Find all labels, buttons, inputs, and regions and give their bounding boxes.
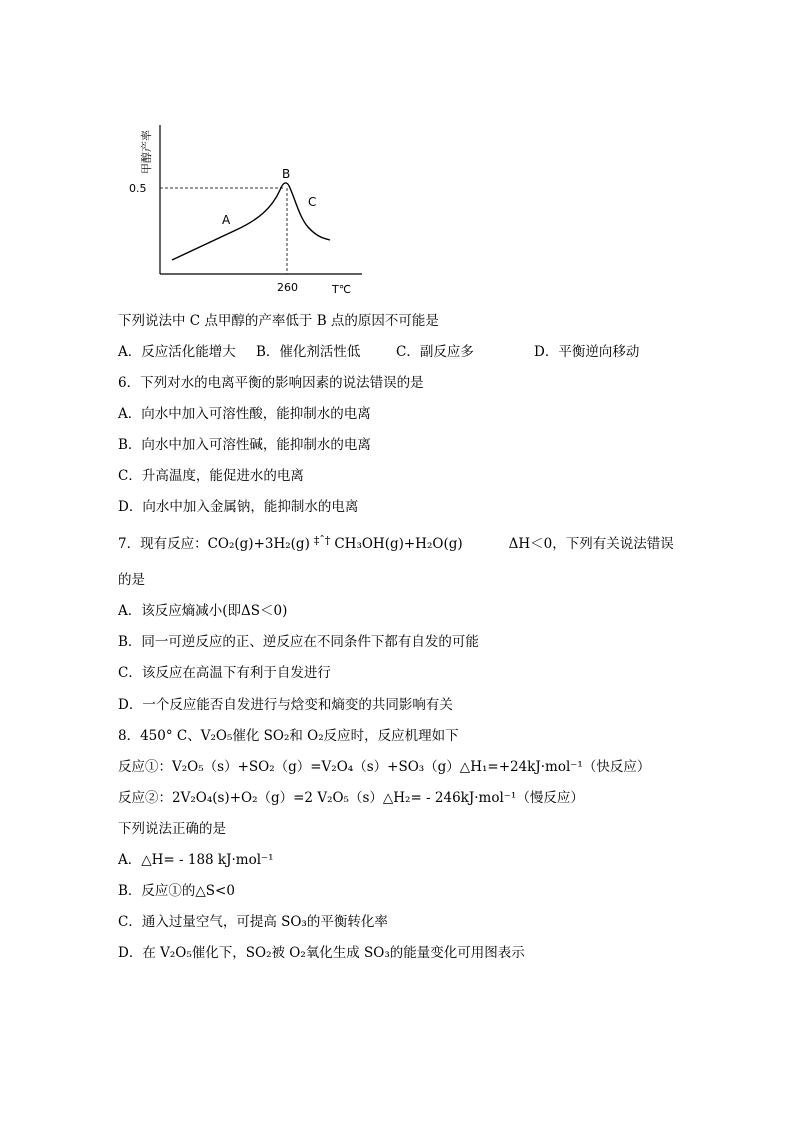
q6-option-d[interactable]: D．向水中加入金属钠，能抑制水的电离 (118, 499, 359, 515)
q8-stem: 8．450° C、V₂O₅催化 SO₂和 O₂反应时，反应机理如下 (118, 728, 459, 744)
q7-option-c[interactable]: C．该反应在高温下有利于自发进行 (118, 665, 331, 681)
q6-option-c[interactable]: C．升高温度，能促进水的电离 (118, 468, 304, 484)
q8-prompt: 下列说法正确的是 (118, 821, 226, 837)
q7-condition: ΔH＜0，下列有关说法错误 (508, 536, 674, 552)
methanol-yield-graph (120, 100, 380, 305)
q5-options (118, 343, 639, 361)
q7-stem-cont: 的是 (118, 572, 145, 588)
q7-equation-left: CO₂(g)+3H₂(g) (207, 536, 310, 552)
q5-option-b[interactable]: B．催化剂活性低 (256, 344, 361, 360)
q5-option-a[interactable]: A．反应活化能增大 (118, 344, 236, 360)
x-tick-label: 260 (277, 281, 298, 294)
q8-option-c[interactable]: C．通入过量空气，可提高 SO₃的平衡转化率 (118, 914, 388, 930)
q8-option-d[interactable]: D．在 V₂O₅催化下，SO₂被 O₂氧化生成 SO₃的能量变化可用图表示 (118, 945, 525, 961)
y-axis-label: 甲醇产率 (140, 130, 153, 174)
q7-option-b[interactable]: B．同一可逆反应的正、逆反应在不同条件下都有自发的可能 (118, 634, 479, 650)
yield-curve (172, 183, 330, 260)
y-tick-label: 0.5 (129, 182, 147, 195)
q7-option-a[interactable]: A．该反应熵减小(即ΔS＜0) (118, 603, 288, 619)
q8-option-b[interactable]: B．反应①的△S<0 (118, 883, 235, 899)
point-label-b: B (282, 167, 291, 181)
q7-equation-right: CH₃OH(g)+H₂O(g) (334, 536, 463, 552)
point-label-c: C (308, 195, 317, 209)
q5-option-d[interactable]: D．平衡逆向移动 (534, 344, 640, 360)
q8-option-a[interactable]: A．△H= - 188 kJ·mol⁻¹ (118, 852, 274, 868)
q6-option-b[interactable]: B．向水中加入可溶性碱，能抑制水的电离 (118, 437, 371, 453)
q5-stem: 下列说法中 C 点甲醇的产率低于 B 点的原因不可能是 (118, 313, 439, 329)
q7-option-d[interactable]: D．一个反应能否自发进行与焓变和熵变的共同影响有关 (118, 697, 453, 713)
x-axis-label: T℃ (332, 283, 352, 296)
q7-prefix: 7．现有反应： (118, 536, 208, 552)
q8-reaction-2: 反应②：2V₂O₄(s)+O₂（g）=2 V₂O₅（s）△H₂= - 246kJ·mol⁻¹（慢反应） (118, 790, 584, 806)
q7-arrow: ‡ˆ† (313, 534, 331, 547)
q8-reaction-1: 反应①：V₂O₅（s）+SO₂（g）=V₂O₄（s）+SO₃（g）△H₁=+24kJ·mol⁻¹（快反应） (118, 759, 651, 775)
point-label-a: A (222, 213, 231, 227)
q7-stem (118, 535, 674, 554)
q6-stem: 6．下列对水的电离平衡的影响因素的说法错误的是 (118, 375, 424, 391)
q6-option-a[interactable]: A．向水中加入可溶性酸，能抑制水的电离 (118, 406, 371, 422)
q5-option-c[interactable]: C．副反应多 (396, 344, 474, 360)
